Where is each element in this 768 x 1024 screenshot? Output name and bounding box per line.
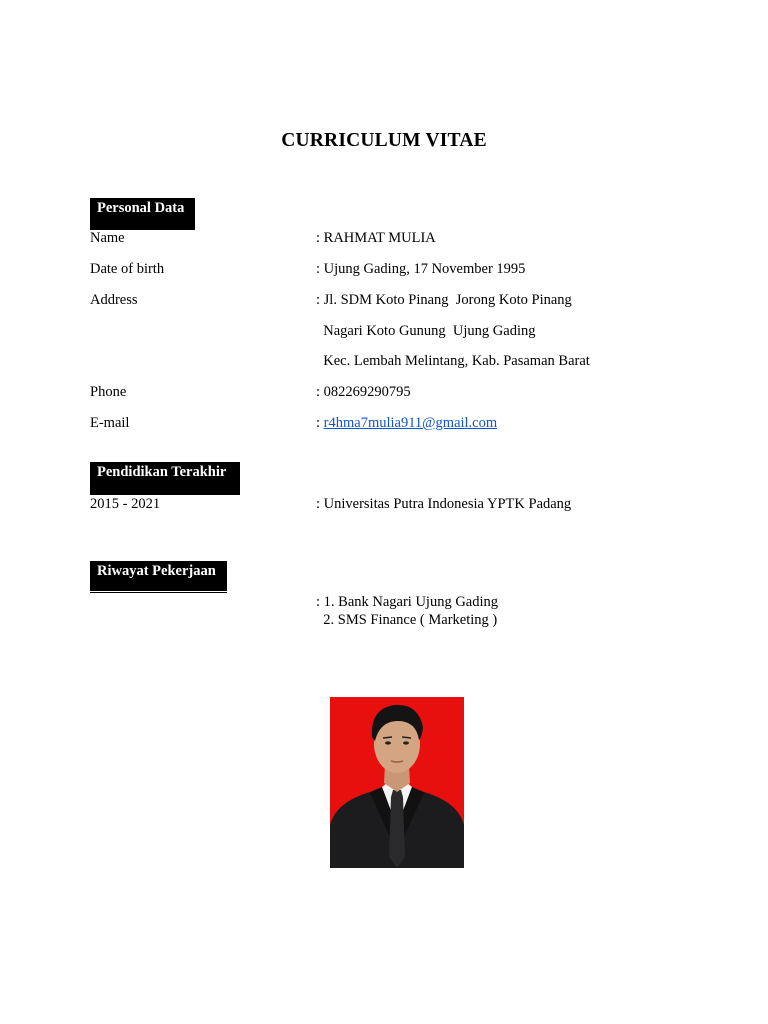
work-item-2: 2. SMS Finance ( Marketing ): [316, 612, 498, 628]
section-heading-education: Pendidikan Terakhir: [90, 462, 240, 495]
address-line-1: : Jl. SDM Koto Pinang Jorong Koto Pinang: [316, 292, 572, 308]
phone-label: Phone: [90, 384, 127, 400]
name-value: : RAHMAT MULIA: [316, 230, 436, 246]
dob-value: : Ujung Gading, 17 November 1995: [316, 261, 526, 277]
phone-value: : 082269290795: [316, 384, 411, 400]
email-row: [316, 415, 497, 432]
address-line-3: Kec. Lembah Melintang, Kab. Pasaman Barat: [316, 353, 590, 369]
dob-label: Date of birth: [90, 261, 165, 277]
email-link[interactable]: r4hma7mulia911@gmail.com: [323, 415, 498, 431]
address-line-2: Nagari Koto Gunung Ujung Gading: [316, 323, 536, 339]
document-title: CURRICULUM VITAE: [281, 130, 487, 151]
section-heading-personal-data: Personal Data: [90, 198, 195, 230]
email-label: E-mail: [90, 415, 130, 431]
tie-icon: [389, 790, 405, 868]
address-label: Address: [90, 292, 138, 308]
section-heading-work-history: Riwayat Pekerjaan: [90, 561, 227, 593]
education-years: 2015 - 2021: [90, 496, 161, 512]
education-institution: : Universitas Putra Indonesia YPTK Padang: [316, 496, 572, 512]
profile-photo: [330, 697, 464, 868]
name-label: Name: [90, 230, 125, 246]
email-colon: :: [316, 415, 324, 431]
work-item-1: : 1. Bank Nagari Ujung Gading: [316, 594, 499, 610]
